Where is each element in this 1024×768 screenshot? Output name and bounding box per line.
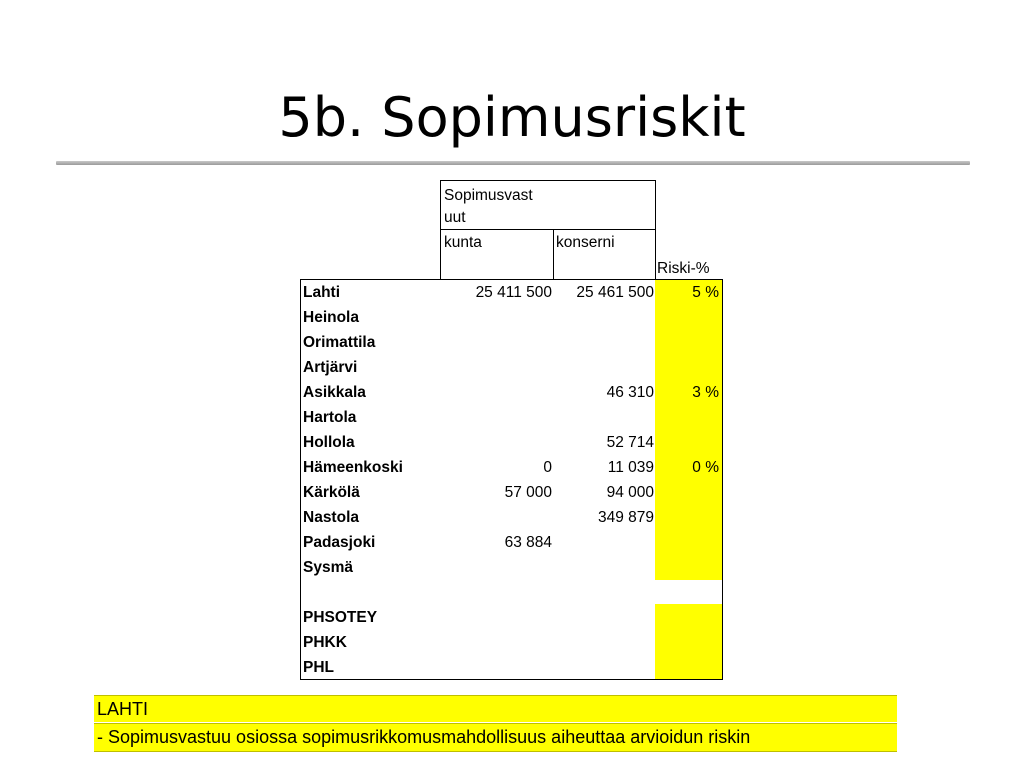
header-kunta: kunta — [444, 234, 482, 251]
cell-kunta: 57 000 — [504, 484, 552, 501]
cell-konserni: 94 000 — [606, 484, 654, 501]
cell-risk — [655, 555, 721, 580]
cell-risk — [655, 630, 721, 655]
cell-risk — [655, 655, 721, 680]
row-label: Orimattila — [303, 334, 376, 351]
cell-kunta — [441, 380, 552, 405]
cell-konserni: 349 879 — [597, 509, 654, 526]
cell-risk — [655, 305, 721, 330]
row-label: Lahti — [303, 284, 341, 301]
cell-risk — [655, 530, 721, 555]
row-label: Artjärvi — [303, 359, 358, 376]
cell-risk — [655, 505, 721, 530]
cell-kunta — [441, 555, 552, 580]
cell-kunta — [441, 430, 552, 455]
cell-kunta — [441, 630, 552, 655]
table-border-left — [300, 279, 301, 680]
cell-konserni: 52 714 — [606, 434, 654, 451]
header-risk: Riski-% — [657, 260, 710, 277]
cell-risk — [655, 355, 721, 380]
row-label: PHKK — [303, 634, 347, 651]
cell-risk — [655, 605, 721, 630]
cell-kunta — [441, 355, 552, 380]
header-border-split — [553, 229, 554, 280]
cell-konserni — [553, 555, 654, 580]
header-konserni: konserni — [556, 234, 615, 251]
cell-kunta — [441, 605, 552, 630]
note-line-2: - Sopimusvastuu osiossa sopimusrikkomusmahdollisuus aiheuttaa arvioidun riskin — [94, 724, 897, 751]
row-label: Hollola — [303, 434, 355, 451]
note-border-top — [94, 695, 897, 696]
cell-konserni — [553, 655, 654, 680]
cell-risk: 3 % — [692, 384, 719, 401]
cell-risk: 5 % — [692, 284, 719, 301]
header-border-middle — [440, 229, 656, 230]
cell-konserni — [553, 355, 654, 380]
cell-konserni — [553, 580, 654, 605]
row-label: Sysmä — [303, 559, 353, 576]
row-label: Hämeenkoski — [303, 459, 403, 476]
cell-konserni — [553, 305, 654, 330]
cell-risk — [655, 580, 721, 605]
row-label: Kärkölä — [303, 484, 360, 501]
note-border-bottom — [94, 751, 897, 752]
slide-title: 5b. Sopimusriskit — [278, 86, 746, 149]
cell-risk: 0 % — [692, 459, 719, 476]
cell-kunta — [441, 655, 552, 680]
cell-konserni: 11 039 — [607, 459, 654, 476]
cell-konserni: 25 461 500 — [576, 284, 654, 301]
header-border-left — [440, 180, 441, 280]
cell-risk — [655, 480, 721, 505]
cell-risk — [655, 405, 721, 430]
table-border-right — [722, 279, 723, 680]
note-line-1: LAHTI — [94, 696, 897, 722]
row-label: Hartola — [303, 409, 357, 426]
cell-risk — [655, 430, 721, 455]
cell-kunta — [441, 405, 552, 430]
cell-konserni: 46 310 — [606, 384, 654, 401]
cell-kunta — [441, 330, 552, 355]
row-label: Asikkala — [303, 384, 366, 401]
cell-kunta: 63 884 — [504, 534, 552, 551]
cell-kunta — [441, 505, 552, 530]
row-label: Nastola — [303, 509, 359, 526]
row-label: PHL — [303, 659, 334, 676]
header-border-right — [655, 180, 656, 280]
cell-risk — [655, 330, 721, 355]
cell-kunta — [441, 580, 552, 605]
row-label: Heinola — [303, 309, 359, 326]
row-label: Padasjoki — [303, 534, 376, 551]
header-border-top — [440, 180, 656, 181]
note-border-middle — [94, 723, 897, 724]
title-divider — [56, 161, 970, 165]
header-group-label-line1: Sopimusvast — [444, 187, 533, 204]
cell-konserni — [553, 630, 654, 655]
cell-konserni — [553, 405, 654, 430]
cell-konserni — [553, 330, 654, 355]
cell-konserni — [553, 530, 654, 555]
cell-kunta: 25 411 500 — [475, 284, 552, 301]
row-label: PHSOTEY — [303, 609, 378, 626]
header-group-label-line2: uut — [444, 209, 466, 226]
cell-kunta: 0 — [543, 459, 552, 476]
cell-kunta — [441, 305, 552, 330]
cell-konserni — [553, 605, 654, 630]
